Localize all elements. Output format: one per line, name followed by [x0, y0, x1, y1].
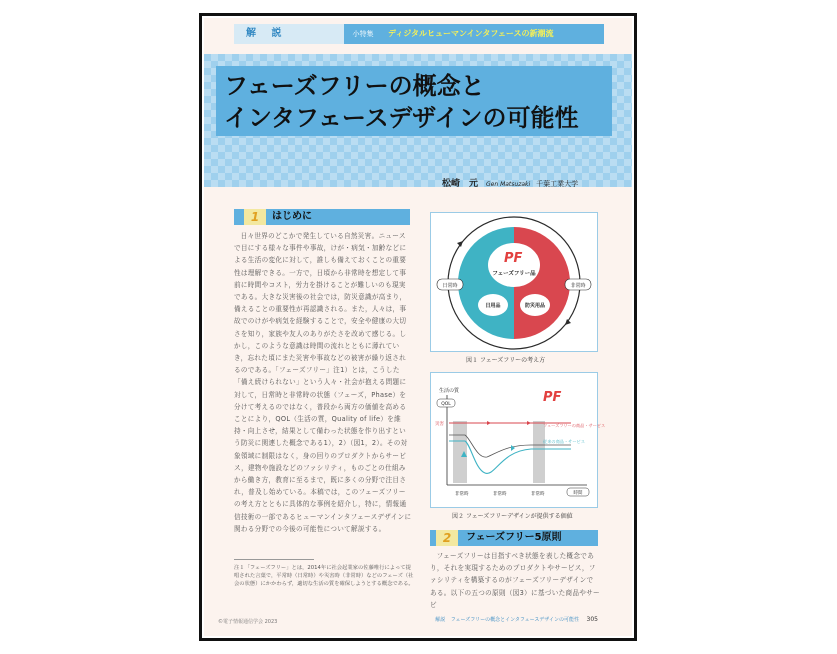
figure-2-caption: 図２ フェーズフリーデザインが提供する価値	[452, 513, 573, 520]
figure-2-y-title: 生活の質	[439, 388, 460, 394]
figure-2-conv-line	[449, 441, 571, 473]
author-name: 松崎 元	[442, 179, 479, 189]
figure-2-shade-2	[533, 421, 545, 483]
figure-2-phase-label-2: 非常時	[493, 492, 507, 497]
figure-2-box	[430, 372, 606, 508]
figure-2-qol-tag: QOL	[441, 402, 451, 407]
author-romaji: Gen Matsuzaki	[486, 181, 531, 188]
section-1-paragraph: 日々世界のどこかで発生している自然災害。ニュースで目にする様々な事件や事故，けが・病気・加齢などによる生活の変化に対して，誰しも備えておくことの重要性は理解できる。一方で，日頃から非常時を想定して事前に時間やコスト，労力を掛けることが難しいのも現実である。大きな災害後の社会では，防災意識が高まり，備えることの重要性が再認識される。また，人々は，事故でのけがや病気を経験することで，安全や健康の大切さを知り，家族や友人のありがたさを改めて感じる。しかし，このような意識は時間の流れとともに薄れていき，忘れた頃にまた災害や事故などの被害が繰り返されるのである。「フェーズフリー」注1）とは，こうした「備え続けられない」という人々・社会が抱える問題に対して，日常時と非常時の状態（フェーズ，Phase）を分けて考えるのではなく，普段から両方の価値を高めることにより，QOL（生活の質，Quality of life）を維持・向上させ，結果として備わった状態を作り出すという防災に関連した概念である1），2）（図1，2）。その対象領域に制限はなく，身の回りのプロダクトからサービス，建物や施設などのファシリティ，ものごとの仕組みから働き方，教育に至るまで，既に多くの分野で注目され，普及し始めている。本稿では，このフェーズフリーの考え方とともに具体的な事例を紹介し，特に，情報通信技術の一部であるヒューマンインタフェースデザインに関わる分野での今後の可能性について解説する。	[234, 232, 412, 533]
sub-feature-label: 小特集	[344, 24, 382, 44]
section-1-body	[234, 230, 412, 532]
figure-2-phase-label-3: 非常時	[531, 492, 545, 497]
section-1-heading: はじめに	[272, 211, 312, 222]
figure-1-right-label: 非常時	[570, 283, 586, 289]
figure-2-legend-conv: 従来の商品・サービス	[543, 439, 585, 444]
section-1-number: 1	[244, 209, 266, 225]
page-number: 305	[586, 616, 598, 623]
title-line-1: フェーズフリーの概念と	[224, 72, 485, 100]
footer-label: 解説	[435, 617, 446, 623]
copyright: ©電子情報通信学会 2023	[218, 619, 278, 625]
sub-feature-title: ディジタルヒューマンインタフェースの新潮流	[382, 24, 604, 44]
section-label: 解 説	[234, 24, 344, 44]
figure-2-x-axis-label: 時間	[573, 491, 583, 496]
section-2-paragraph: フェーズフリーは目指すべき状態を表した概念であり，それを実現するためのプロダクトやサービス，ファシリティを構築するのがフェーズフリーデザインである。以下の五つの原則（図3）に基づいた商品やサービ	[430, 552, 600, 609]
figure-1-caption: 図１ フェーズフリーの考え方	[466, 357, 546, 364]
footnote: 注１「フェーズフリー」とは，2014年に社会起業家の佐藤唯行によって提唱された言葉で，平常時（日常時）や災害時（非常時）などのフェーズ（社会の状態）にかかわらず，適切な生活の質を確保しようとする概念である。	[234, 565, 414, 587]
author-line	[442, 176, 578, 189]
figure-2-phase-label-1: 非常時	[455, 492, 469, 497]
figure-2-disaster-tag: 災害	[435, 422, 444, 427]
figure-1-logo: PF	[504, 251, 523, 266]
figure-2-chart	[431, 373, 606, 507]
journal-page	[199, 13, 637, 641]
figure-1-bottom-right: 防災用品	[524, 303, 546, 309]
section-header	[204, 24, 632, 44]
figure-1-left-label: 日常時	[442, 283, 458, 289]
figure-1-box	[430, 212, 598, 352]
figure-2-conv-arrow	[511, 445, 515, 451]
section-2-number: 2	[436, 530, 458, 546]
figure-2-pf-arrow-1	[487, 421, 491, 425]
figure-2-logo: PF	[543, 390, 562, 405]
author-affiliation: 千葉工業大学	[536, 180, 579, 188]
section-2-body	[430, 550, 600, 610]
section-2-heading: フェーズフリー5原則	[466, 532, 562, 543]
figure-1-bottom-left: 日用品	[485, 303, 501, 309]
figure-2-pf-arrow-2	[527, 421, 531, 425]
running-footer	[435, 616, 598, 623]
title-line-2: インタフェースデザインの可能性	[224, 104, 579, 132]
page-inner	[204, 18, 632, 636]
article-title	[224, 70, 578, 134]
footnote-rule	[234, 559, 314, 560]
footer-title: フェーズフリーの概念とインタフェースデザインの可能性	[450, 617, 579, 623]
figure-1-center-label: フェーズフリー品	[492, 271, 536, 277]
figure-1-diagram	[431, 213, 597, 351]
figure-2-shade-1	[453, 421, 467, 483]
figure-2-legend-pf: フェーズフリーの商品・サービス	[543, 423, 606, 428]
